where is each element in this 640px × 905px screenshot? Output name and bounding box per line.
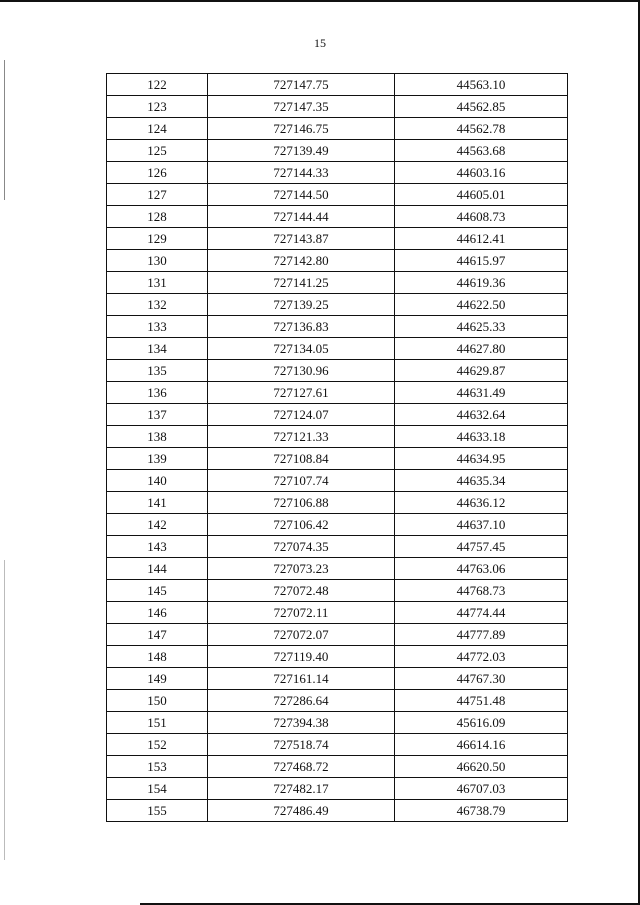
point-number-cell: 139	[107, 448, 208, 470]
coordinates-table	[106, 73, 568, 822]
y-coordinate-cell: 44612.41	[395, 228, 568, 250]
scan-edge-mark	[4, 560, 5, 860]
x-coordinate-cell: 727134.05	[208, 338, 395, 360]
point-number-cell: 142	[107, 514, 208, 536]
point-number-cell: 126	[107, 162, 208, 184]
y-coordinate-cell: 44777.89	[395, 624, 568, 646]
x-coordinate-cell: 727139.49	[208, 140, 395, 162]
y-coordinate-cell: 44619.36	[395, 272, 568, 294]
table-row	[107, 140, 568, 162]
point-number-cell: 131	[107, 272, 208, 294]
y-coordinate-cell: 46738.79	[395, 800, 568, 822]
top-border-line	[0, 0, 640, 2]
x-coordinate-cell: 727482.17	[208, 778, 395, 800]
table-row	[107, 646, 568, 668]
point-number-cell: 134	[107, 338, 208, 360]
table-row	[107, 426, 568, 448]
point-number-cell: 149	[107, 668, 208, 690]
table-row	[107, 492, 568, 514]
table-row	[107, 690, 568, 712]
x-coordinate-cell: 727072.11	[208, 602, 395, 624]
y-coordinate-cell: 44757.45	[395, 536, 568, 558]
y-coordinate-cell: 44631.49	[395, 382, 568, 404]
table-row	[107, 558, 568, 580]
x-coordinate-cell: 727127.61	[208, 382, 395, 404]
x-coordinate-cell: 727121.33	[208, 426, 395, 448]
y-coordinate-cell: 44562.85	[395, 96, 568, 118]
x-coordinate-cell: 727130.96	[208, 360, 395, 382]
table-row	[107, 316, 568, 338]
y-coordinate-cell: 46614.16	[395, 734, 568, 756]
x-coordinate-cell: 727468.72	[208, 756, 395, 778]
x-coordinate-cell: 727072.48	[208, 580, 395, 602]
y-coordinate-cell: 44605.01	[395, 184, 568, 206]
x-coordinate-cell: 727142.80	[208, 250, 395, 272]
table-row	[107, 360, 568, 382]
point-number-cell: 144	[107, 558, 208, 580]
point-number-cell: 124	[107, 118, 208, 140]
point-number-cell: 147	[107, 624, 208, 646]
x-coordinate-cell: 727144.44	[208, 206, 395, 228]
y-coordinate-cell: 44632.64	[395, 404, 568, 426]
point-number-cell: 135	[107, 360, 208, 382]
point-number-cell: 137	[107, 404, 208, 426]
page-number: 15	[314, 36, 326, 50]
table-row	[107, 668, 568, 690]
table-row	[107, 96, 568, 118]
table-row	[107, 470, 568, 492]
x-coordinate-cell: 727143.87	[208, 228, 395, 250]
point-number-cell: 140	[107, 470, 208, 492]
table-row	[107, 162, 568, 184]
y-coordinate-cell: 46620.50	[395, 756, 568, 778]
table-row	[107, 184, 568, 206]
y-coordinate-cell: 44603.16	[395, 162, 568, 184]
x-coordinate-cell: 727144.50	[208, 184, 395, 206]
x-coordinate-cell: 727124.07	[208, 404, 395, 426]
table-row	[107, 778, 568, 800]
point-number-cell: 130	[107, 250, 208, 272]
y-coordinate-cell: 44635.34	[395, 470, 568, 492]
y-coordinate-cell: 44608.73	[395, 206, 568, 228]
y-coordinate-cell: 46707.03	[395, 778, 568, 800]
point-number-cell: 138	[107, 426, 208, 448]
y-coordinate-cell: 44625.33	[395, 316, 568, 338]
point-number-cell: 154	[107, 778, 208, 800]
table-row	[107, 118, 568, 140]
y-coordinate-cell: 44636.12	[395, 492, 568, 514]
point-number-cell: 133	[107, 316, 208, 338]
table-row	[107, 272, 568, 294]
point-number-cell: 146	[107, 602, 208, 624]
x-coordinate-cell: 727161.14	[208, 668, 395, 690]
y-coordinate-cell: 44622.50	[395, 294, 568, 316]
table-row	[107, 206, 568, 228]
x-coordinate-cell: 727073.23	[208, 558, 395, 580]
table-row	[107, 404, 568, 426]
point-number-cell: 150	[107, 690, 208, 712]
y-coordinate-cell: 44615.97	[395, 250, 568, 272]
point-number-cell: 125	[107, 140, 208, 162]
point-number-cell: 155	[107, 800, 208, 822]
table-row	[107, 448, 568, 470]
x-coordinate-cell: 727108.84	[208, 448, 395, 470]
point-number-cell: 122	[107, 74, 208, 96]
table-row	[107, 382, 568, 404]
x-coordinate-cell: 727147.35	[208, 96, 395, 118]
y-coordinate-cell: 44772.03	[395, 646, 568, 668]
point-number-cell: 129	[107, 228, 208, 250]
point-number-cell: 132	[107, 294, 208, 316]
x-coordinate-cell: 727146.75	[208, 118, 395, 140]
point-number-cell: 153	[107, 756, 208, 778]
x-coordinate-cell: 727139.25	[208, 294, 395, 316]
y-coordinate-cell: 44634.95	[395, 448, 568, 470]
x-coordinate-cell: 727394.38	[208, 712, 395, 734]
table-row	[107, 338, 568, 360]
table-row	[107, 712, 568, 734]
x-coordinate-cell: 727107.74	[208, 470, 395, 492]
x-coordinate-cell: 727136.83	[208, 316, 395, 338]
table-row	[107, 800, 568, 822]
y-coordinate-cell: 44763.06	[395, 558, 568, 580]
table-row	[107, 734, 568, 756]
point-number-cell: 148	[107, 646, 208, 668]
y-coordinate-cell: 44563.10	[395, 74, 568, 96]
x-coordinate-cell: 727072.07	[208, 624, 395, 646]
table-row	[107, 514, 568, 536]
table-row	[107, 624, 568, 646]
y-coordinate-cell: 44562.78	[395, 118, 568, 140]
y-coordinate-cell: 44627.80	[395, 338, 568, 360]
table-row	[107, 294, 568, 316]
y-coordinate-cell: 44563.68	[395, 140, 568, 162]
point-number-cell: 145	[107, 580, 208, 602]
x-coordinate-cell: 727074.35	[208, 536, 395, 558]
point-number-cell: 128	[107, 206, 208, 228]
x-coordinate-cell: 727141.25	[208, 272, 395, 294]
y-coordinate-cell: 44633.18	[395, 426, 568, 448]
table-row	[107, 756, 568, 778]
y-coordinate-cell: 44629.87	[395, 360, 568, 382]
y-coordinate-cell: 44767.30	[395, 668, 568, 690]
y-coordinate-cell: 44637.10	[395, 514, 568, 536]
y-coordinate-cell: 44768.73	[395, 580, 568, 602]
y-coordinate-cell: 44774.44	[395, 602, 568, 624]
y-coordinate-cell: 44751.48	[395, 690, 568, 712]
point-number-cell: 143	[107, 536, 208, 558]
coordinates-table-body	[107, 74, 568, 822]
scan-edge-mark	[4, 60, 5, 200]
table-row	[107, 228, 568, 250]
point-number-cell: 123	[107, 96, 208, 118]
point-number-cell: 136	[107, 382, 208, 404]
table-row	[107, 74, 568, 96]
table-row	[107, 580, 568, 602]
x-coordinate-cell: 727486.49	[208, 800, 395, 822]
y-coordinate-cell: 45616.09	[395, 712, 568, 734]
table-row	[107, 250, 568, 272]
point-number-cell: 152	[107, 734, 208, 756]
x-coordinate-cell: 727106.42	[208, 514, 395, 536]
point-number-cell: 141	[107, 492, 208, 514]
point-number-cell: 151	[107, 712, 208, 734]
table-row	[107, 602, 568, 624]
x-coordinate-cell: 727286.64	[208, 690, 395, 712]
x-coordinate-cell: 727147.75	[208, 74, 395, 96]
point-number-cell: 127	[107, 184, 208, 206]
x-coordinate-cell: 727106.88	[208, 492, 395, 514]
table-row	[107, 536, 568, 558]
x-coordinate-cell: 727518.74	[208, 734, 395, 756]
x-coordinate-cell: 727119.40	[208, 646, 395, 668]
x-coordinate-cell: 727144.33	[208, 162, 395, 184]
